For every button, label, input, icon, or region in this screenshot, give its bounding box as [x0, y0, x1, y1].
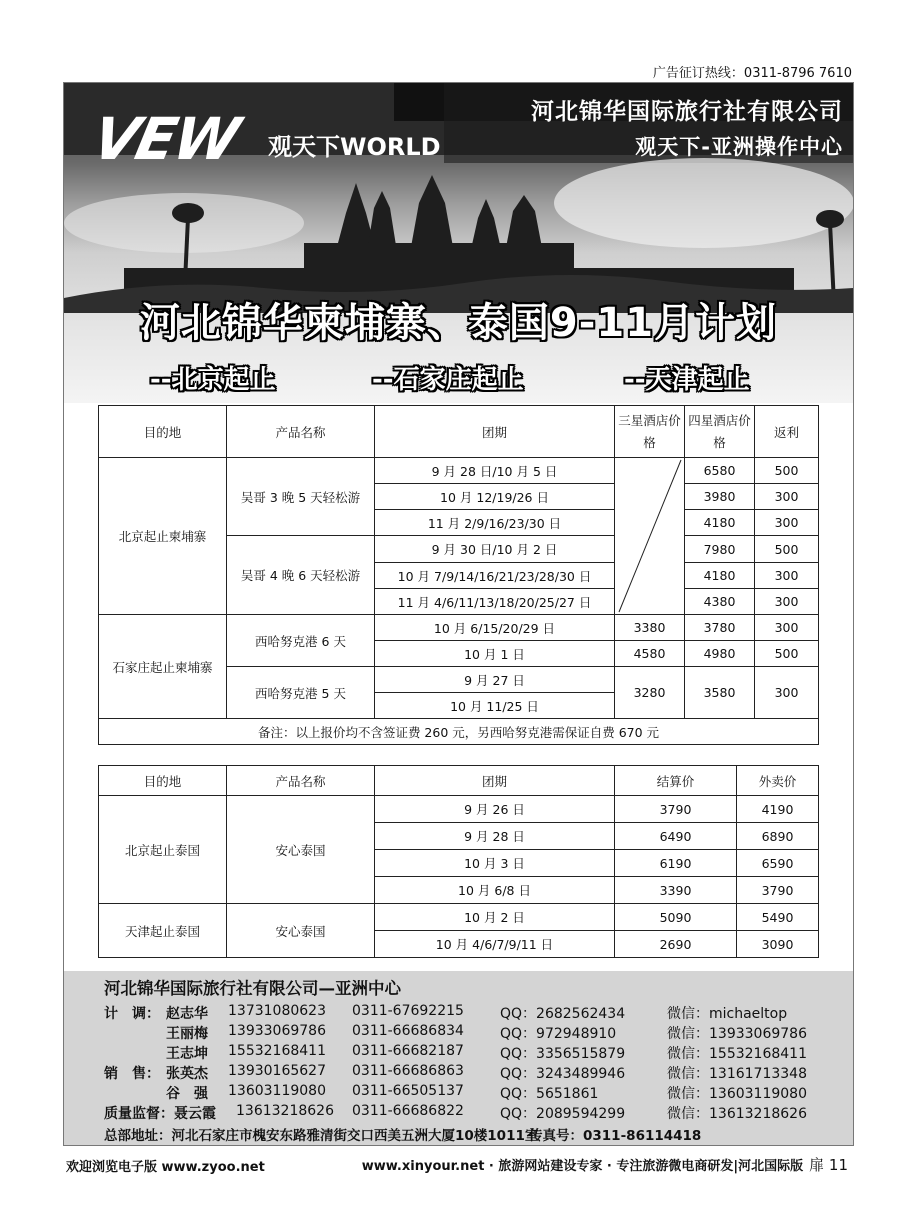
table-header-row: [99, 406, 819, 458]
contact-role: 销 售：: [104, 1066, 160, 1082]
three-star-cell: 3380: [615, 615, 685, 641]
contact-phone: 0311-66686863: [352, 1063, 464, 1079]
dest-cell: 北京起止柬埔寨: [99, 458, 227, 615]
contact-phone: 0311-66682187: [352, 1043, 464, 1059]
four-star-cell: 3980: [685, 484, 755, 510]
contact-name: 赵志华: [166, 1006, 208, 1022]
thailand-price-table: [98, 765, 819, 958]
col-dates: 团期: [375, 406, 615, 458]
departure-tianjin: --天津起止: [624, 365, 750, 395]
contact-wechat: 微信：13161713348: [667, 1066, 807, 1082]
four-star-cell: 3580: [685, 667, 755, 719]
contact-mobile: 13603119080: [228, 1083, 326, 1099]
rebate-cell: 500: [755, 458, 819, 484]
three-star-cell: 4580: [615, 641, 685, 667]
contact-name: 谷 强: [166, 1086, 208, 1102]
date-cell: 11 月 2/9/16/23/30 日: [375, 510, 615, 536]
rebate-cell: 500: [755, 641, 819, 667]
sell-cell: 6590: [737, 850, 819, 877]
contact-role: 计 调：: [104, 1006, 160, 1022]
page-number: 扉 11: [809, 1156, 848, 1174]
rebate-cell: 300: [755, 563, 819, 589]
footer-slogan: www.xinyour.net · 旅游网站建设专家 · 专注旅游微电商研发|河北国际版: [361, 1159, 804, 1174]
col-dates: 团期: [375, 766, 615, 796]
cambodia-price-table: [98, 405, 819, 745]
headline: 河北锦华柬埔寨、泰国9-11月计划: [139, 300, 778, 346]
rebate-cell: 300: [755, 484, 819, 510]
hq-address-row: [104, 1124, 702, 1144]
banner: [64, 83, 853, 403]
col-settlement-price: 结算价: [615, 766, 737, 796]
date-cell: 9 月 27 日: [375, 667, 615, 693]
date-cell: 9 月 28 日: [375, 823, 615, 850]
note-row: [99, 719, 819, 745]
contact-name: 王志坤: [166, 1046, 208, 1062]
contact-mobile: 13933069786: [228, 1023, 326, 1039]
footer-right: [362, 1154, 848, 1175]
contact-qq: QQ：2682562434: [500, 1006, 626, 1022]
four-star-cell: 4180: [685, 563, 755, 589]
col-product: 产品名称: [227, 406, 375, 458]
date-cell: 9 月 26 日: [375, 796, 615, 823]
agency-name: 河北锦华国际旅行社有限公司: [531, 99, 843, 125]
contact-wechat: 微信：13603119080: [667, 1086, 807, 1102]
settle-cell: 6190: [615, 850, 737, 877]
table-row: [99, 796, 819, 823]
rebate-cell: 500: [755, 536, 819, 563]
contact-wechat: 微信：15532168411: [667, 1046, 807, 1062]
date-cell: 9 月 28 日/10 月 5 日: [375, 458, 615, 484]
four-star-cell: 6580: [685, 458, 755, 484]
date-cell: 10 月 2 日: [375, 904, 615, 931]
settle-cell: 2690: [615, 931, 737, 958]
product-cell: 西哈努克港 6 天: [227, 615, 375, 667]
settle-cell: 3790: [615, 796, 737, 823]
contact-role: 质量监督：: [104, 1106, 174, 1122]
rebate-cell: 300: [755, 510, 819, 536]
product-cell: 西哈努克港 5 天: [227, 667, 375, 719]
ad-hotline: 广告征订热线：0311-8796 7610: [652, 66, 852, 81]
product-cell: 安心泰国: [227, 796, 375, 904]
three-star-na-cell: [615, 458, 685, 615]
diagonal-slash: [615, 458, 685, 614]
contact-phone: 0311-67692215: [352, 1003, 464, 1019]
rebate-cell: 300: [755, 667, 819, 719]
four-star-cell: 4980: [685, 641, 755, 667]
contact-qq: QQ：5651861: [500, 1086, 599, 1102]
col-destination: 目的地: [99, 766, 227, 796]
date-cell: 10 月 6/15/20/29 日: [375, 615, 615, 641]
col-product: 产品名称: [227, 766, 375, 796]
contact-name: 王丽梅: [166, 1026, 208, 1042]
sell-cell: 5490: [737, 904, 819, 931]
col-destination: 目的地: [99, 406, 227, 458]
rebate-cell: 300: [755, 615, 819, 641]
fax-number: 传真号：0311-86114418: [529, 1128, 702, 1144]
product-cell: 安心泰国: [227, 904, 375, 958]
sell-cell: 3090: [737, 931, 819, 958]
table-header-row: [99, 766, 819, 796]
rebate-cell: 300: [755, 589, 819, 615]
three-star-cell: 3280: [615, 667, 685, 719]
contact-qq: QQ：3356515879: [500, 1046, 626, 1062]
date-cell: 10 月 7/9/14/16/21/23/28/30 日: [375, 563, 615, 589]
date-cell: 10 月 4/6/7/9/11 日: [375, 931, 615, 958]
contact-phone: 0311-66686834: [352, 1023, 464, 1039]
contact-panel: [64, 971, 853, 1145]
date-cell: 10 月 3 日: [375, 850, 615, 877]
contact-name: 聂云霞: [174, 1106, 216, 1122]
product-cell: 吴哥 4 晚 6 天轻松游: [227, 536, 375, 615]
table-row: [99, 904, 819, 931]
contact-qq: QQ：972948910: [500, 1026, 617, 1042]
four-star-cell: 3780: [685, 615, 755, 641]
sell-cell: 3790: [737, 877, 819, 904]
footer-left: 欢迎浏览电子版 www.zyoo.net: [66, 1160, 265, 1175]
sell-cell: 4190: [737, 796, 819, 823]
hq-address: 总部地址：河北石家庄市槐安东路雅清街交口西美五洲大厦10楼1011室: [104, 1128, 539, 1144]
contact-phone: 0311-66686822: [352, 1103, 464, 1119]
date-cell: 10 月 6/8 日: [375, 877, 615, 904]
contact-mobile: 13731080623: [228, 1003, 326, 1019]
contact-mobile: 13930165627: [228, 1063, 326, 1079]
four-star-cell: 4380: [685, 589, 755, 615]
price-note: 备注：以上报价均不含签证费 260 元，另西哈努克港需保证自费 670 元: [99, 719, 819, 745]
four-star-cell: 7980: [685, 536, 755, 563]
departure-shijiazhuang: --石家庄起止: [372, 365, 524, 395]
ad-frame: [63, 82, 854, 1146]
date-cell: 10 月 12/19/26 日: [375, 484, 615, 510]
col-three-star-price: 三星酒店价格: [615, 406, 685, 458]
date-cell: 10 月 11/25 日: [375, 693, 615, 719]
contact-title: 河北锦华国际旅行社有限公司—亚洲中心: [104, 979, 401, 998]
contact-wechat: 微信：13613218626: [667, 1106, 807, 1122]
settle-cell: 5090: [615, 904, 737, 931]
table-row: [99, 458, 819, 484]
four-star-cell: 4180: [685, 510, 755, 536]
logo-subtitle: 观天下WORLD: [268, 133, 441, 161]
contact-wechat: 微信：13933069786: [667, 1026, 807, 1042]
contact-mobile: 15532168411: [228, 1043, 326, 1059]
dest-cell: 北京起止泰国: [99, 796, 227, 904]
vew-logo: VEW: [86, 105, 244, 173]
dest-cell: 天津起止泰国: [99, 904, 227, 958]
date-cell: 10 月 1 日: [375, 641, 615, 667]
date-cell: 9 月 30 日/10 月 2 日: [375, 536, 615, 563]
contact-phone: 0311-66505137: [352, 1083, 464, 1099]
operation-center: 观天下-亚洲操作中心: [635, 135, 843, 159]
contact-name: 张英杰: [166, 1066, 208, 1082]
col-four-star-price: 四星酒店价格: [685, 406, 755, 458]
departure-beijing: --北京起止: [150, 365, 276, 395]
contact-qq: QQ：3243489946: [500, 1066, 626, 1082]
col-rebate: 返利: [755, 406, 819, 458]
table-row: [99, 615, 819, 641]
contact-qq: QQ：2089594299: [500, 1106, 626, 1122]
settle-cell: 3390: [615, 877, 737, 904]
product-cell: 吴哥 3 晚 5 天轻松游: [227, 458, 375, 536]
contact-wechat: 微信：michaeltop: [667, 1006, 788, 1022]
settle-cell: 6490: [615, 823, 737, 850]
dest-cell: 石家庄起止柬埔寨: [99, 615, 227, 719]
contact-mobile: 13613218626: [236, 1103, 334, 1119]
col-retail-price: 外卖价: [737, 766, 819, 796]
date-cell: 11 月 4/6/11/13/18/20/25/27 日: [375, 589, 615, 615]
sell-cell: 6890: [737, 823, 819, 850]
